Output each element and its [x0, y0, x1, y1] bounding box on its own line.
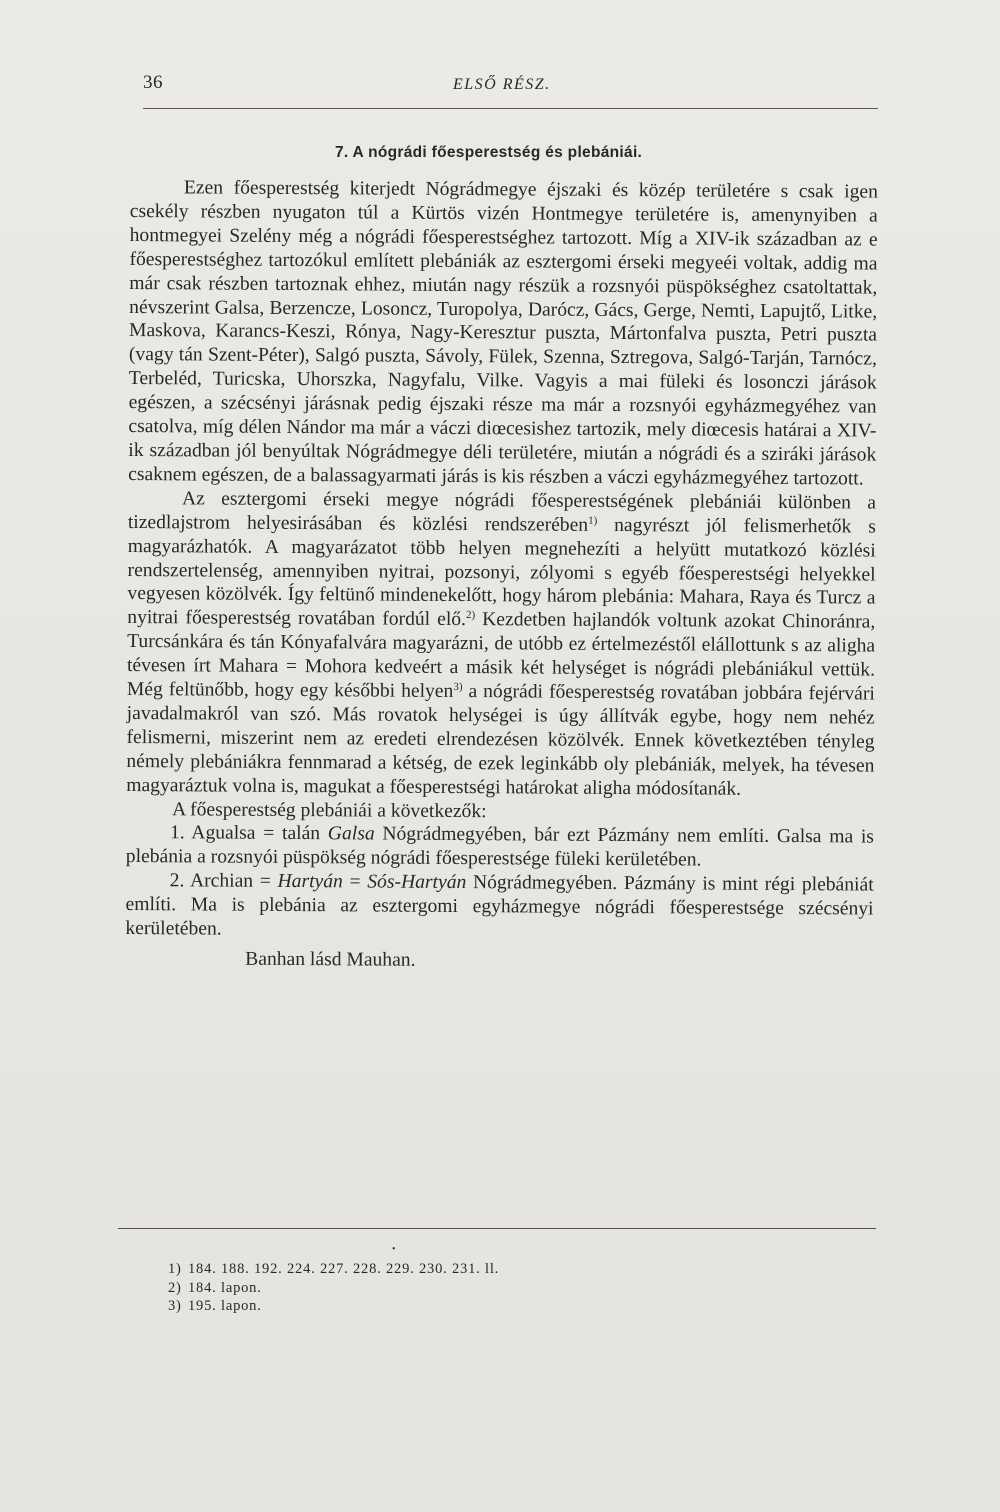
entry-identification: Galsa [327, 823, 375, 845]
body-text [125, 176, 878, 975]
paragraph-2-part-b: nagyrészt jól felismerhetők s magyarázhatók. A magyarázatot több helyen megnehezíti a helyütt mutatkozó közlési rendszertelenség, amennyiben nyitrai, pozsonyi, zólyomi s egyéb főesperestségi helyekkel vegyesen közölvék. Így feltünő mindenekelőtt, hogy három plebánia: Mahara, Raya és Turcz a nyitrai főesperestség rovatában fordúl elő. [127, 514, 876, 631]
entry-equals: = talán [255, 823, 328, 845]
entry-equals: = [253, 871, 278, 893]
page-number: 36 [143, 72, 163, 93]
footnote-2 [168, 1279, 668, 1298]
paragraph-1: Ezen főesperestség kiterjedt Nógrádmegye éjszaki és közép területére s csak igen csekély részben nyugaton túl a Kürtös vizén Hontmegye területére is, amenynyiben a hontmegyei Szelény még a nógrádi főesperestséghez tartozott. Míg a XIV-ik században az e főesperestséghez tartozókul említett plebániák az esztergomi érseki megyeéi voltak, addig ma már csak részben tartoznak ehhez, miután nagy részük a rozsnyói püspökséghez csatoltattak, névszerint Galsa, Berzencze, Losoncz, Turopolya, Darócz, Gács, Gerge, Nemti, Lapujtő, Litke, Maskova, Karancs-Keszi, Rónya, Nagy-Keresztur puszta, Mártonfalva puszta, Petri puszta (vagy tán Szent-Péter), Salgó puszta, Sávoly, Fülek, Szenna, Sztregova, Salgó-Tarján, Tarnócz, Terbeléd, Turicska, Uhorszka, Nagyfalu, Vilke. Vagyis a mai füleki és losonczi járások egészen, a szécsényi járásnak pedig éjszaki része ma már a rozsnyói egyházmegyéhez van csatolva, míg délen Nándor ma már a váczi diœcesishez tartozik, mely diœcesis határai a XIV-ik században jól benyúltak Nógrádmegye déli területére, miután a nógrádi és a sziráki járások csaknem egészen, de a balassagyarmati járás is kis részben a váczi egyházmegyéhez tartozott. [128, 177, 878, 490]
footnote-text: 184. lapon. [188, 1279, 262, 1296]
entry-identification-2: Sós-Hartyán [367, 871, 467, 894]
entry-equals-2: = [342, 871, 368, 893]
entry-identification: Hartyán [277, 871, 343, 893]
running-title: ELSŐ RÉSZ. [453, 76, 551, 93]
paragraph-2 [126, 487, 876, 802]
footnote-mark: 1) [168, 1261, 182, 1277]
running-head [143, 72, 878, 100]
footnote-mark: 3) [168, 1298, 182, 1314]
entry-name: Archian [189, 870, 254, 893]
entry-text: Nógrádmegyében. Pázmány is mint régi plebániát említi. Ma is plebánia az esztergomi egyházmegye nógrádi főesperestsége szécsényi kerületében. [125, 872, 874, 940]
footnote-ref-1: 1) [588, 514, 598, 527]
footnote-rule [118, 1228, 876, 1229]
entry-name: Agualsa [191, 822, 256, 845]
footnote-3 [168, 1297, 668, 1316]
paragraph-2-part-c: Kezdetben hajlandók voltunk azokat Chinoránra, Turcsánkára és tán Kónyafalvára magyarázni, de utóbb ez értelmezéstől elállottunk s az aligha tévesen írt Mahara = Mohora kedveért a másik két helységet is nógrádi plebániákul vettük. Még feltünőbb, hogy egy későbbi helyen [126, 609, 876, 703]
paragraph-3: A főesperestség plebániái a következők: [172, 798, 487, 822]
section-title: 7. A nógrádi főesperestség és plebániái. [335, 144, 643, 161]
entry-text: Nógrádmegyében, bár ezt Pázmány nem említi. Galsa ma is plebánia a rozsnyói püspökség nógrádi főesperestsége füleki kerületében. [125, 823, 875, 871]
footnote-text: 184. 188. 192. 224. 227. 228. 229. 230. 231. ll. [188, 1261, 500, 1277]
cross-reference: Banhan lásd Mauhan. [245, 948, 416, 971]
footnote-1 [168, 1260, 668, 1279]
ink-speck: • [392, 1244, 396, 1255]
parish-entry-2 [125, 869, 873, 945]
header-rule [143, 108, 878, 109]
footnote-ref-2: 2) [465, 609, 476, 622]
footnote-ref-3: 3) [453, 681, 463, 694]
footnote-mark: 2) [168, 1279, 182, 1296]
footnotes [168, 1260, 668, 1316]
entry-number: 2. [169, 870, 185, 892]
entry-number: 1. [169, 822, 185, 844]
paragraph-2-part-d: a nógrádi főesperestség rovatában jobbára fejérvári javadalmakról van szó. Más rovatok helységei is úgy állítvák egybe, hogy nem nehéz felismerni, miszerint nem az eredeti elrendezésen közölvék. Ennek következtében tényleg némely plebániákra fennmarad a kétség, de ezek leginkább oly plebániák, melyek, ha tévesen magyaráztuk volna is, magukat a főesperestségi határokat aligha módosítanák. [126, 681, 875, 800]
paragraph-2-part-a: Az esztergomi érseki megye nógrádi főesperestségének plebániái különben a tizedlajstrom helyesirásában és közlési rendszerében [127, 488, 877, 536]
parish-entry-1 [126, 821, 874, 873]
footnote-text: 195. lapon. [188, 1298, 262, 1314]
